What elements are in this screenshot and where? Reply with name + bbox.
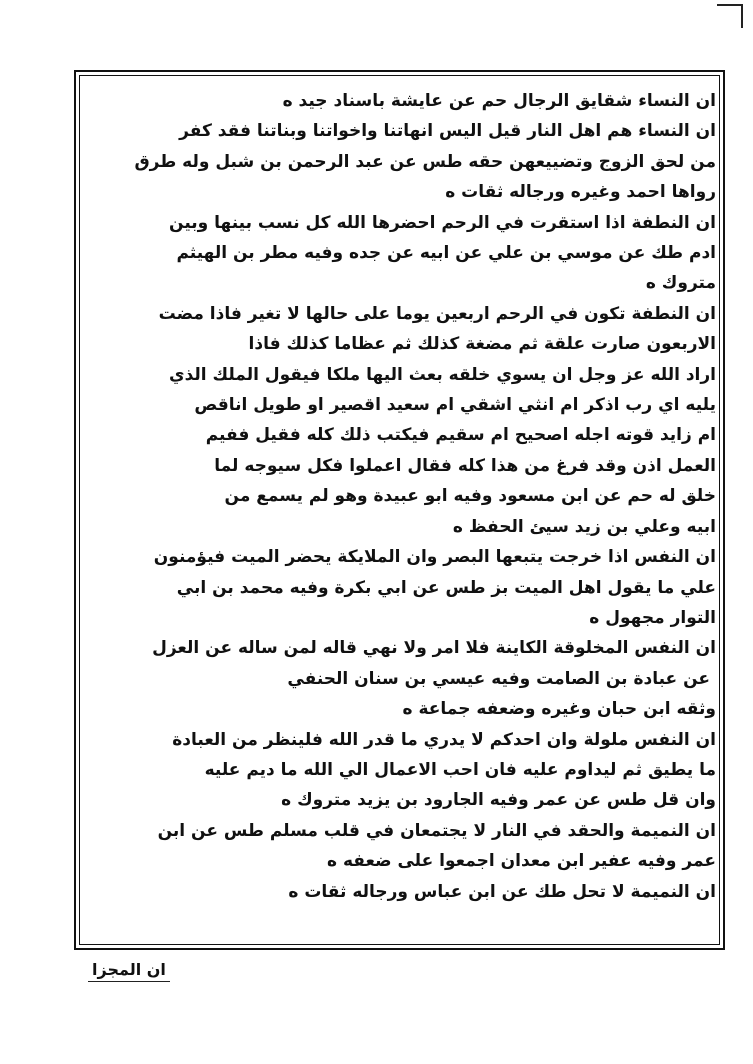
- text-line: ان النميمة والحقد في النار لا يجتمعان في قلب مسلم طس عن ابن: [157, 820, 716, 841]
- text-line: ان النساء شقايق الرجال حم عن عايشة باسناد جيد ه: [282, 91, 716, 111]
- text-line: وثقه ابن حبان وغيره وضعفه جماعة ه: [402, 699, 716, 720]
- page-corner-mark: [717, 4, 743, 28]
- text-line: العمل اذن وقد فرغ من هذا كله فقال اعملوا فكل سيوجه لما: [214, 455, 716, 476]
- text-line: عمر وفيه عفير ابن معدان اجمعوا على ضعفه ه: [327, 851, 716, 872]
- text-line: وان قل طس عن عمر وفيه الجارود بن يزيد متروك ه: [281, 790, 716, 811]
- text-line: اراد الله عز وجل ان يسوي خلقه بعث اليها ملكا فيقول الملك الذي: [169, 364, 716, 385]
- text-line: التوار مجهول ه: [589, 607, 716, 628]
- text-line: متروك ه: [645, 273, 716, 294]
- text-line: خلق له حم عن ابن مسعود وفيه ابو عبيدة وهو لم يسمع من: [224, 486, 716, 507]
- text-line: ان النفس اذا خرجت يتبعها البصر وان الملايكة يحضر الميت فيؤمنون: [153, 547, 716, 568]
- text-line: رواها احمد وغيره ورجاله ثقات ه: [445, 182, 716, 203]
- text-line: ان النميمة لا تحل طك عن ابن عباس ورجاله ثقات ه: [288, 881, 716, 902]
- text-line: من لحق الزوج وتضييعهن حقه طس عن عبد الرحمن بن شبل وله طرق: [134, 151, 716, 172]
- text-line: ام زايد قوته اجله اصحيح ام سقيم فيكتب ذلك كله فقيل ففيم: [205, 425, 716, 446]
- text-line: ان النساء هم اهل النار قيل اليس انهاتنا واخواتنا وبناتنا فقد كفر: [179, 121, 716, 142]
- text-line: ادم طك عن موسي بن علي عن ابيه عن جده وفيه مطر بن الهيثم: [176, 243, 716, 264]
- text-line: الاربعون صارت علقة ثم مضغة كذلك ثم عظاما كذلك فاذا: [248, 334, 716, 355]
- catchword: ان المجزا: [88, 960, 170, 982]
- text-line: علي ما يقول اهل الميت بز طس عن ابي بكرة وفيه محمد بن ابي: [176, 577, 716, 598]
- text-line: يليه اي رب اذكر ام انثي اشقي ام سعيد اقصير او طويل اناقص: [194, 395, 716, 416]
- text-line: ما يطيق ثم ليداوم عليه فان احب الاعمال الي الله ما ديم عليه: [204, 759, 716, 780]
- manuscript-text-block: [86, 86, 716, 946]
- text-line: عن عبادة بن الصامت وفيه عيسي بن سنان الحنفي: [287, 668, 710, 689]
- text-line: ان النفس المخلوقة الكاينة فلا امر ولا نهي قاله لمن ساله عن العزل: [152, 638, 716, 659]
- text-line: ابيه وعلي بن زيد سيئ الحفظ ه: [452, 516, 716, 537]
- text-line: ان النفس ملولة وان احدكم لا يدري ما قدر الله فلينظر من العبادة: [172, 729, 716, 750]
- text-line: ان النطفة اذا استقرت في الرحم احضرها الله كل نسب بينها وبين: [169, 212, 716, 233]
- text-line: ان النطفة تكون في الرحم اربعين يوما على حالها لا تغير فاذا مضت: [158, 303, 716, 324]
